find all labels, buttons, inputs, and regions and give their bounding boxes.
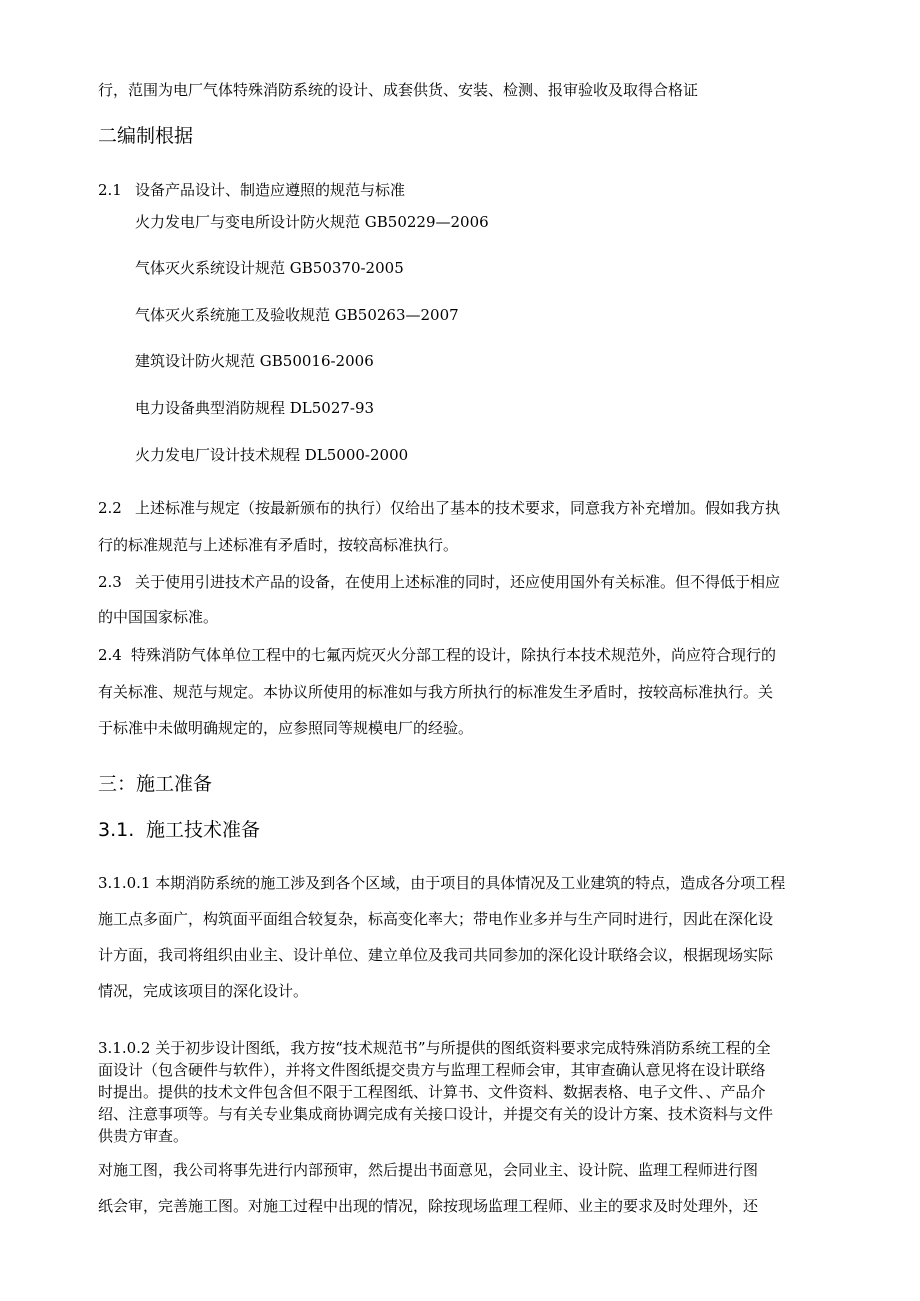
paragraph-drawings-line: 纸会审，完善施工图。对施工过程中出现的情况，除按现场监理工程师、业主的要求及时处理外，还 — [98, 1197, 759, 1215]
paragraph-3102-line: 3.1.0.2 关于初步设计图纸，我方按“技术规范书”与所提供的图纸资料要求完成特殊消防系统工程的全 — [98, 1039, 771, 1057]
subsection-3-1-heading — [98, 818, 260, 842]
item-2-3-number: 2.3 — [98, 573, 122, 591]
item-2-1-text: 设备产品设计、制造应遵照的规范与标准 — [135, 181, 406, 199]
paragraph-3102-line: 供贵方审查。 — [98, 1127, 189, 1145]
paragraph-drawings-line: 对施工图，我公司将事先进行内部预审，然后提出书面意见，会同业主、设计院、监理工程师进行图 — [98, 1161, 759, 1179]
item-2-2-text: 上述标准与规定（按最新颁布的执行）仅给出了基本的技术要求，同意我方补充增加。假如我方执 — [135, 499, 781, 517]
paragraph-3101-line: 3.1.0.1 本期消防系统的施工涉及到各个区域，由于项目的具体情况及工业建筑的特点，造成各分项工程 — [98, 874, 786, 892]
item-2-4-number: 2.4 — [98, 646, 122, 664]
standard-item: 火力发电厂与变电所设计防火规范 GB50229—2006 — [135, 213, 489, 231]
item-2-4-line3: 于标准中未做明确规定的，应参照同等规模电厂的经验。 — [98, 719, 474, 737]
paragraph-3102-line: 时提出。提供的技术文件包含但不限于工程图纸、计算书、文件资料、数据表格、电子文件、、产品介 — [98, 1083, 766, 1101]
paragraph-3101-line: 计方面，我司将组织由业主、设计单位、建立单位及我司共同参加的深化设计联络会议，根据现场实际 — [98, 946, 774, 964]
section-3-heading: 三：施工准备 — [98, 773, 213, 795]
item-2-3-line1 — [98, 572, 780, 592]
section-2-heading: 二编制根据 — [98, 125, 194, 147]
item-2-1 — [98, 180, 405, 200]
item-2-3-text: 关于使用引进技术产品的设备，在使用上述标准的同时，还应使用国外有关标准。但不得低于相应 — [135, 573, 781, 591]
standard-item: 火力发电厂设计技术规程 DL5000-2000 — [135, 446, 409, 464]
standard-item: 电力设备典型消防规程 DL5027-93 — [135, 399, 375, 417]
item-2-1-number: 2.1 — [98, 181, 122, 199]
paragraph-3102-line: 绍、注意事项等。与有关专业集成商协调完成有关接口设计，并提交有关的设计方案、技术资料与文件 — [98, 1105, 774, 1123]
item-2-2-line1 — [98, 498, 780, 518]
subsection-3-1-number: 3.1. — [98, 819, 135, 841]
item-2-4-line1 — [98, 645, 776, 665]
paragraph-3101-line: 施工点多面广，构筑面平面组合较复杂，标高变化率大；带电作业多并与生产同时进行，因此在深化设 — [98, 910, 774, 928]
paragraph-3102-line: 面设计（包含硬件与软件），并将文件图纸提交贵方与监理工程师会审，其审查确认意见将在设计联络 — [98, 1061, 766, 1079]
item-2-4-line2: 有关标准、规范与规定。本协议所使用的标准如与我方所执行的标准发生矛盾时，按较高标准执行。关 — [98, 683, 774, 701]
subsection-3-1-title: 施工技术准备 — [146, 819, 261, 841]
paragraph-3101-line: 情况，完成该项目的深化设计。 — [98, 982, 309, 1000]
intro-line: 行，范围为电厂气体特殊消防系统的设计、成套供货、安装、检测、报审验收及取得合格证 — [98, 81, 699, 99]
item-2-4-text: 特殊消防气体单位工程中的七氟丙烷灭火分部工程的设计，除执行本技术规范外，尚应符合现行的 — [131, 646, 777, 664]
item-2-2-line2: 行的标准规范与上述标准有矛盾时，按较高标准执行。 — [98, 536, 459, 554]
standard-item: 气体灭火系统施工及验收规范 GB50263—2007 — [135, 306, 459, 324]
item-2-3-line2: 的中国国家标准。 — [98, 608, 219, 626]
item-2-2-number: 2.2 — [98, 499, 122, 517]
standard-item: 气体灭火系统设计规范 GB50370-2005 — [135, 259, 404, 277]
standard-item: 建筑设计防火规范 GB50016-2006 — [135, 352, 374, 370]
